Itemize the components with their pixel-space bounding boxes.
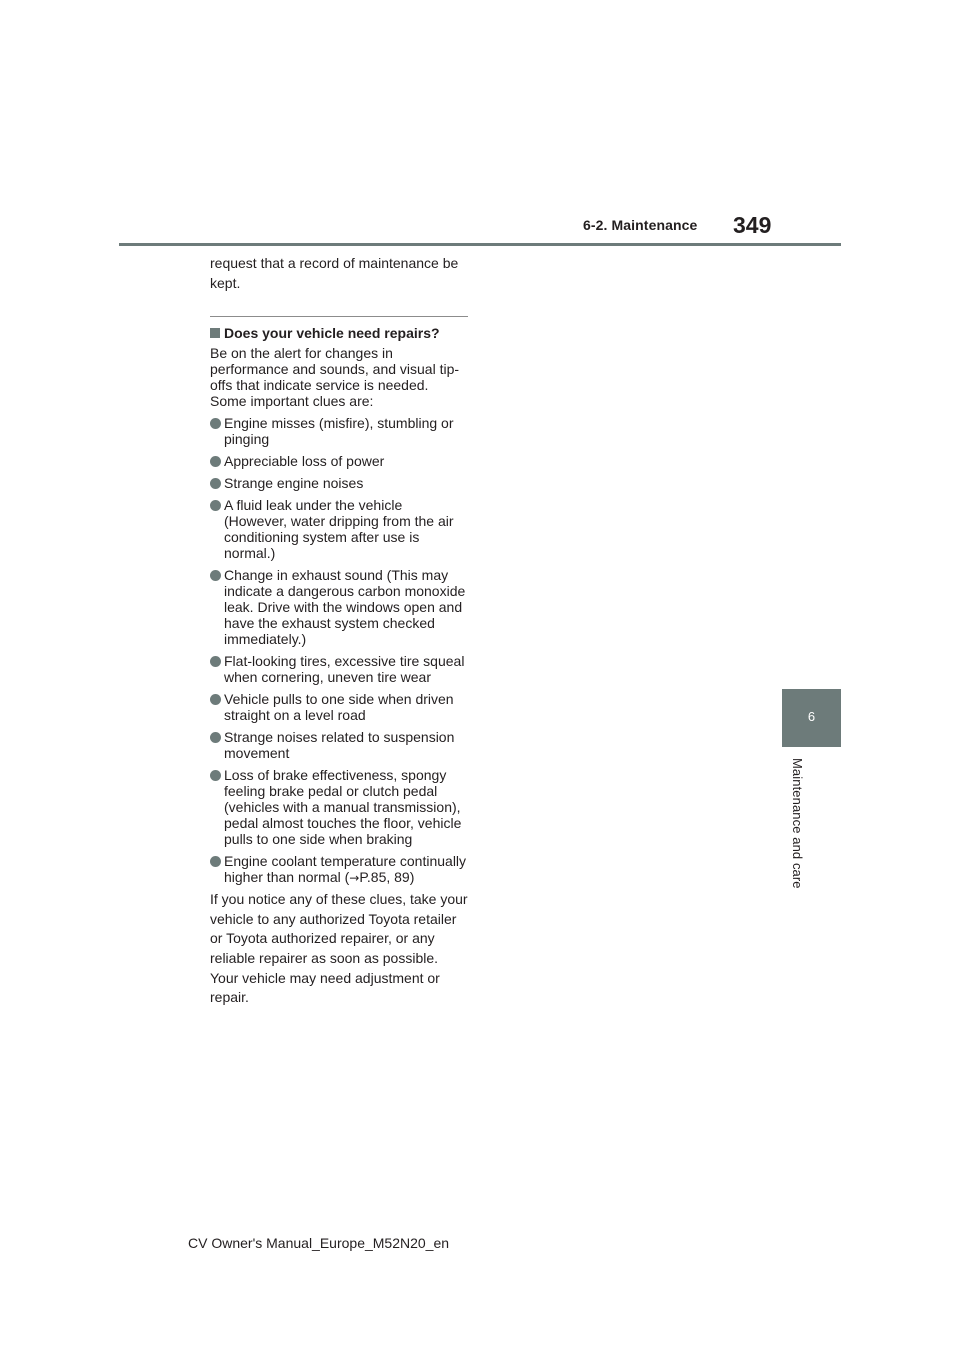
bullet-dot-icon bbox=[210, 456, 221, 467]
subsection-heading bbox=[210, 324, 468, 342]
main-content bbox=[210, 254, 468, 1008]
list-item-text: Change in exhaust sound (This may indicate a dangerous carbon monoxide leak. Drive with the windows open and have the exhaust system checked immediately.) bbox=[224, 567, 466, 648]
chapter-tab: 6 bbox=[782, 689, 841, 747]
list-item bbox=[210, 653, 468, 685]
clue-list bbox=[210, 415, 468, 886]
list-item-text: Appreciable loss of power bbox=[224, 453, 385, 470]
square-bullet-icon bbox=[210, 328, 220, 338]
list-item-text: Strange engine noises bbox=[224, 475, 364, 492]
list-item bbox=[210, 729, 468, 761]
coolant-text: Engine coolant temperature continually higher than normal ( bbox=[224, 853, 467, 886]
bullet-dot-icon bbox=[210, 770, 221, 781]
list-item-text: Flat-looking tires, excessive tire squeal when cornering, uneven tire wear bbox=[224, 653, 465, 686]
list-item-text: Engine misses (misfire), stumbling or pinging bbox=[224, 415, 454, 448]
list-item bbox=[210, 767, 468, 847]
list-item bbox=[210, 567, 468, 647]
bullet-dot-icon bbox=[210, 732, 221, 743]
intro-text: Be on the alert for changes in performance and sounds, and visual tip-offs that indicate service is needed. Some important clues are: bbox=[210, 345, 460, 410]
list-item-text bbox=[224, 853, 468, 886]
list-item bbox=[210, 475, 468, 491]
list-item bbox=[210, 497, 468, 561]
lead-text: request that a record of maintenance be kept. bbox=[210, 255, 459, 291]
bullet-dot-icon bbox=[210, 694, 221, 705]
bullet-dot-icon bbox=[210, 418, 221, 429]
list-item bbox=[210, 853, 468, 886]
list-item bbox=[210, 415, 468, 447]
list-item-text: Vehicle pulls to one side when driven straight on a level road bbox=[224, 691, 454, 724]
list-item-text: Strange noises related to suspension movement bbox=[224, 729, 455, 762]
page-number: 349 bbox=[733, 212, 772, 238]
outro-text: If you notice any of these clues, take your vehicle to any authorized Toyota retailer or Toyota authorized repairer, or any reliable repairer as soon as possible. Your vehicle may need adjustment or repair. bbox=[210, 891, 468, 1006]
heading-text: Does your vehicle need repairs? bbox=[224, 325, 440, 342]
list-item-text: A fluid leak under the vehicle (However, water dripping from the air conditioning system after use is normal.) bbox=[224, 497, 454, 562]
bullet-dot-icon bbox=[210, 570, 221, 581]
page-reference: P.85, 89) bbox=[359, 869, 415, 886]
footer-text: CV Owner's Manual_Europe_M52N20_en bbox=[188, 1235, 450, 1251]
reference-arrow-icon: → bbox=[349, 871, 360, 886]
bullet-dot-icon bbox=[210, 478, 221, 489]
section-title: 6-2. Maintenance bbox=[583, 217, 698, 233]
bullet-dot-icon bbox=[210, 500, 221, 511]
bullet-dot-icon bbox=[210, 656, 221, 667]
chapter-title: Maintenance and care bbox=[790, 758, 805, 889]
list-item-text: Loss of brake effectiveness, spongy feeling brake pedal or clutch pedal (vehicles with a manual transmission), pedal almost touches the floor, vehicle pulls to one side when braking bbox=[224, 767, 462, 848]
list-item bbox=[210, 691, 468, 723]
header-divider bbox=[119, 243, 841, 246]
section-divider bbox=[210, 316, 468, 317]
bullet-dot-icon bbox=[210, 856, 221, 867]
list-item bbox=[210, 453, 468, 469]
